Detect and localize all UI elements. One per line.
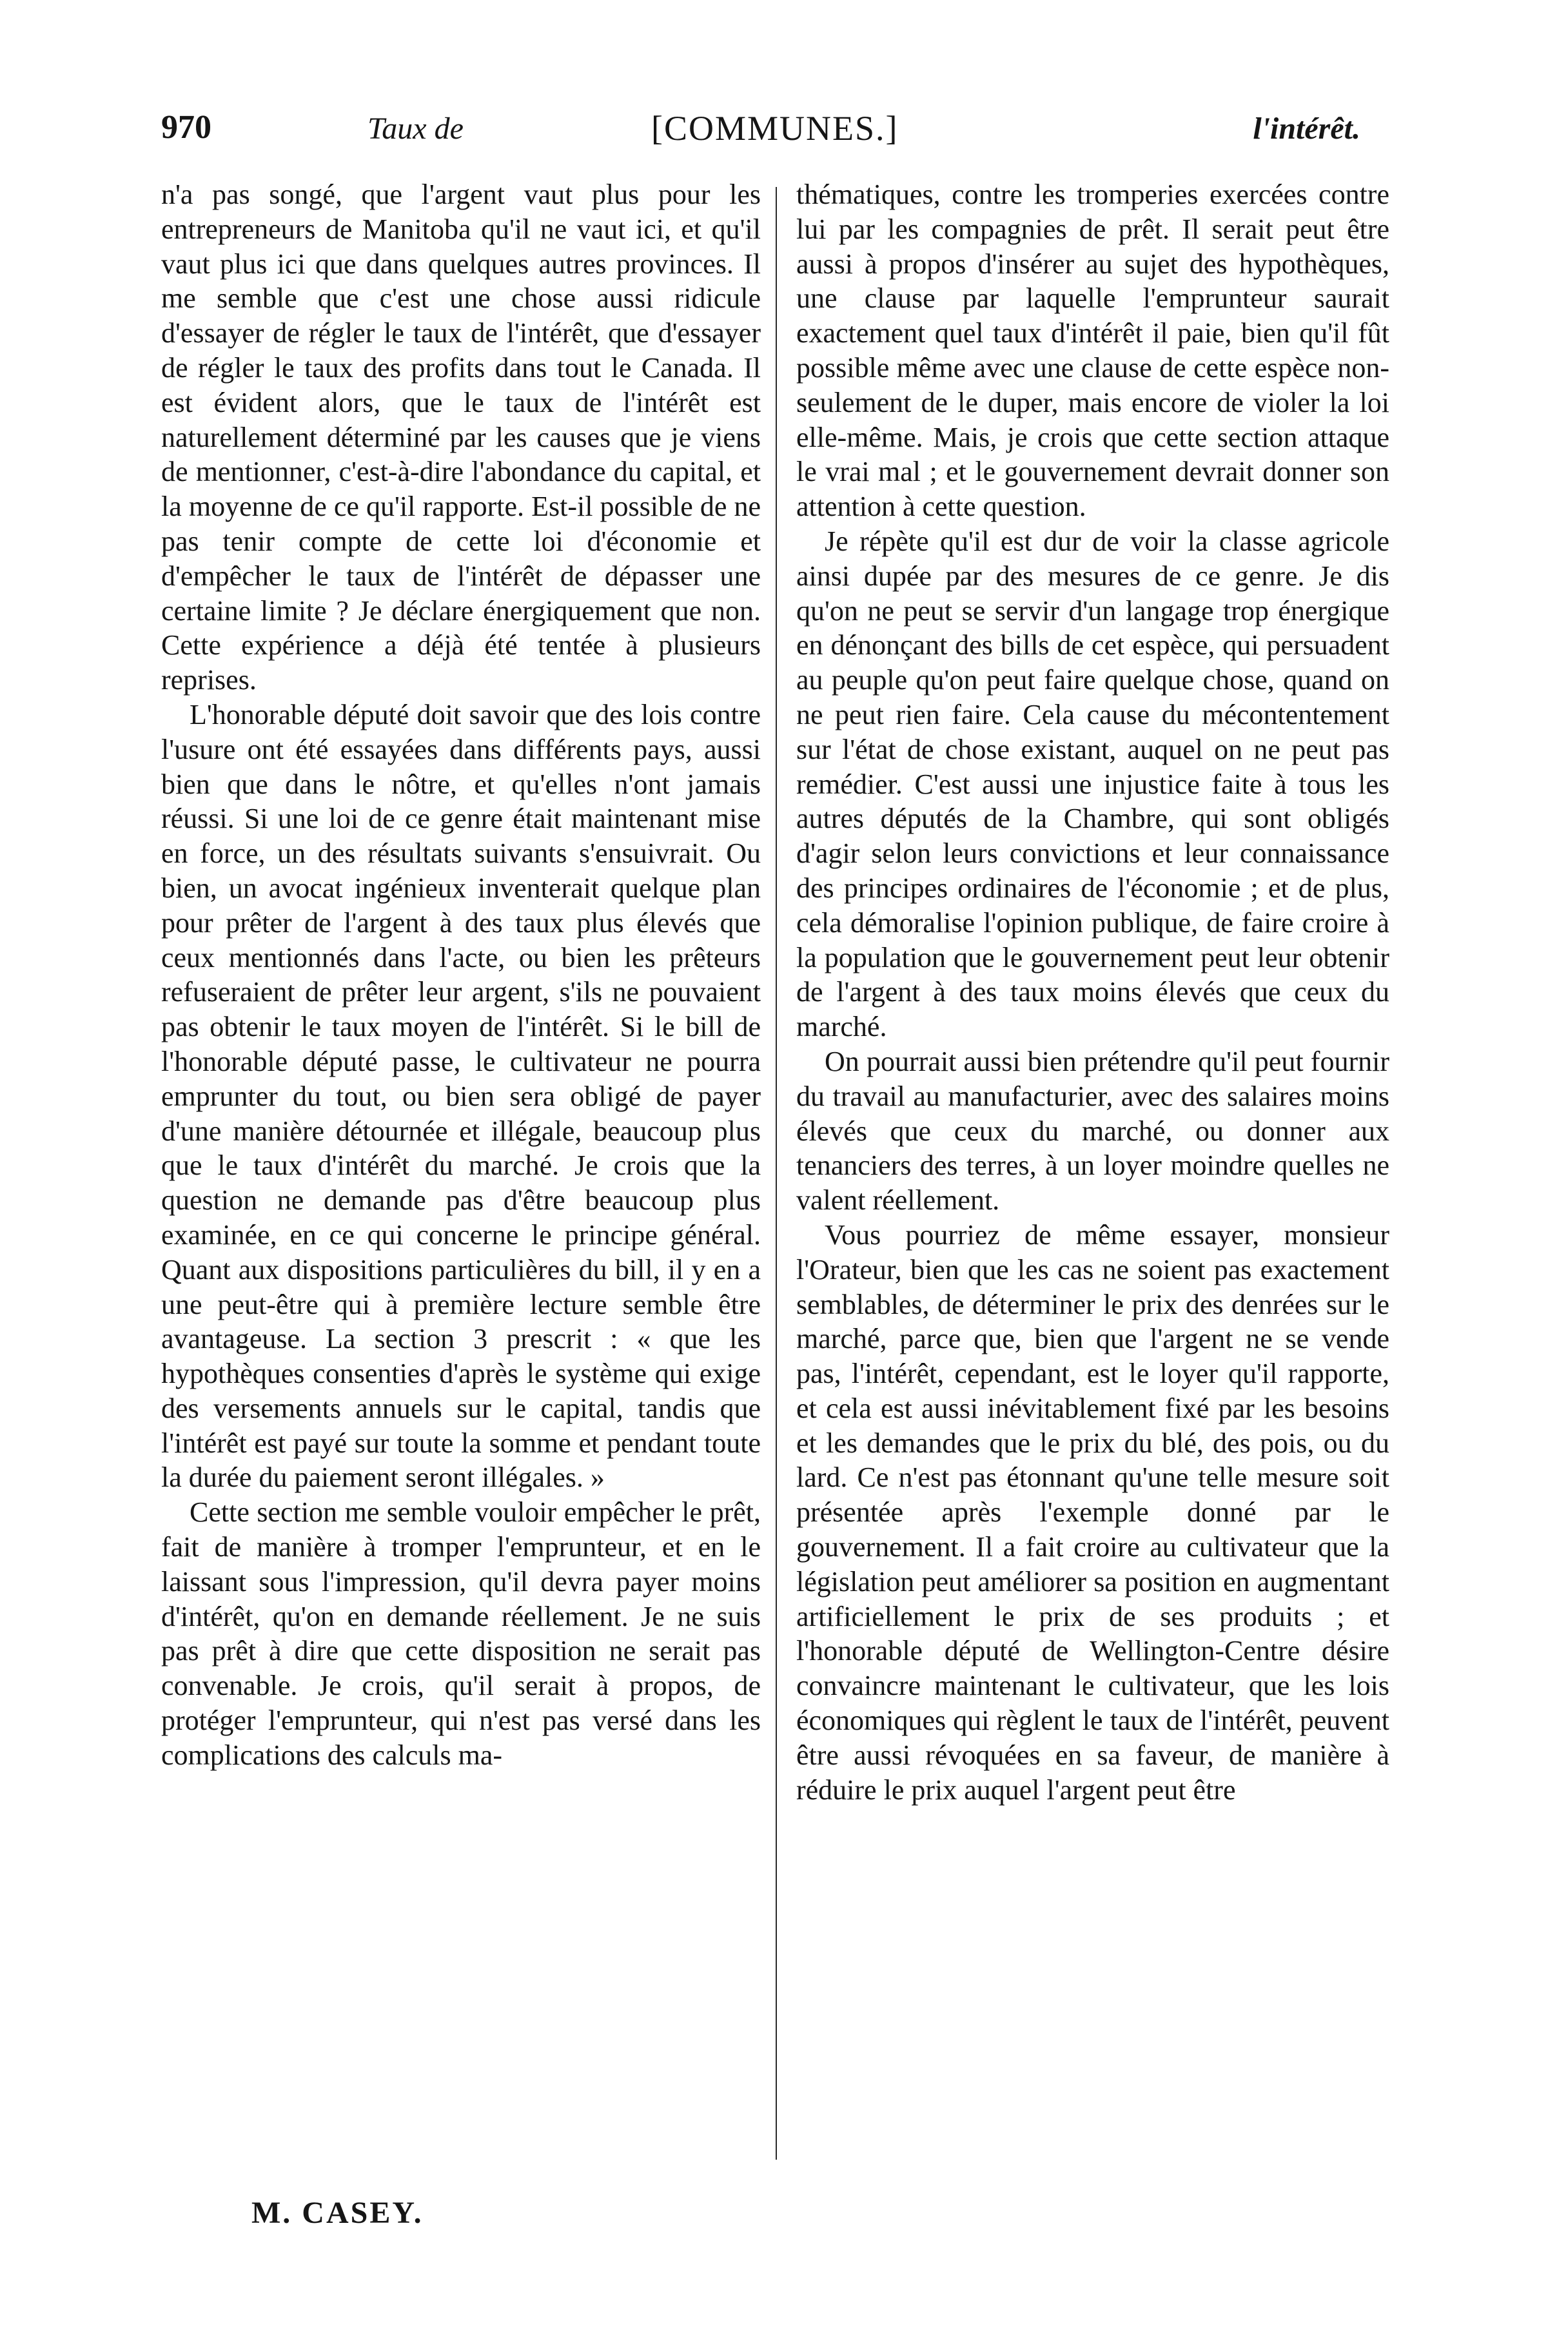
paragraph: Vous pourriez de même essayer, monsieur l'Orateur, bien que les cas ne soient pas exactement semblables, de déterminer le prix des denrées sur le marché, parce que, bien que l'argent ne se vende pas, l'intérêt, cependant, est le loyer qu'il rapporte, et cela est aussi inévitablement fixé par les besoins et les demandes que le prix du blé, des pois, ou du lard. Ce n'est pas étonnant qu'une telle mesure soit présentée après l'exemple donné par le gouvernement. Il a fait croire au cultivateur que la législation peut améliorer sa position en augmentant artificiellement le prix de ses produits ; et l'honorable député de Wellington-Centre désire convaincre maintenant le cultivateur, que les lois économiques qui règlent le taux de l'intérêt, peuvent être aussi révoquées en sa faveur, de manière à réduire le prix auquel l'argent peut être: [796, 1218, 1389, 1806]
paragraph: thématiques, contre les tromperies exercées contre lui par les compagnies de prêt. Il serait peut être aussi à propos d'insérer au sujet des hypothèques, une clause par laquelle l'emprunteur saurait exactement quel taux d'intérêt il paie, bien qu'il fût possible même avec une clause de cette espèce non-seulement de le duper, mais encore de violer la loi elle-même. Mais, je crois que cette section attaque le vrai mal ; et le gouvernement devrait donner son attention à cette question.: [796, 179, 1389, 523]
page-header: [161, 108, 1360, 166]
paragraph: On pourrait aussi bien prétendre qu'il peut fournir du travail au manufacturier, avec des salaires moins élevés que ceux du marché, ou donner aux tenanciers des terres, à un loyer moindre quelles ne valent réellement.: [796, 1045, 1389, 1217]
left-column: [161, 177, 761, 1773]
running-title-left: Taux de: [368, 112, 464, 146]
paragraph: Je répète qu'il est dur de voir la classe agricole ainsi dupée par des mesures de ce genre. Je dis qu'on ne peut se servir d'un langage trop énergique en dénonçant des bills de cet espèce, qui persuadent au peuple qu'on peut faire quelque chose, quand on ne peut rien faire. Cela cause du mécontentement sur l'état de chose existant, auquel on ne peut pas remédier. C'est aussi une injustice faite à tous les autres députés de la Chambre, qui sont obligés d'agir selon leurs convictions et leur connaissance des principes ordinaires de l'économie ; et de plus, cela démoralise l'opinion publique, de faire croire à la population que le gouvernement peut leur obtenir de l'argent à des taux moins élevés que ceux du marché.: [796, 525, 1389, 1043]
page-number: 970: [161, 109, 211, 146]
running-title-center: [COMMUNES.]: [651, 109, 899, 148]
running-title-right: l'intérêt.: [1253, 112, 1360, 146]
paragraph: Cette section me semble vouloir empêcher le prêt, fait de manière à tromper l'emprunteur, et en le laissant sous l'impression, qu'il devra payer moins d'intérêt, qu'on en demande réellement. Je ne suis pas prêt à dire que cette disposition ne serait pas convenable. Je crois, qu'il serait à propos, de protéger l'emprunteur, qui n'est pas versé dans les complications des calculs ma-: [161, 1496, 761, 1771]
right-column: [796, 177, 1389, 1807]
paragraph: L'honorable député doit savoir que des lois contre l'usure ont été essayées dans différents pays, aussi bien que dans le nôtre, et qu'elles n'ont jamais réussi. Si une loi de ce genre était maintenant mise en force, un des résultats suivants s'ensuivrait. Ou bien, un avocat ingénieux inventerait quelque plan pour prêter de l'argent à des taux plus élevés que ceux mentionnés dans l'acte, ou bien les prêteurs refuseraient de prêter leur argent, s'ils ne pouvaient pas obtenir le taux moyen de l'intérêt. Si le bill de l'honorable député passe, le cultivateur ne pourra emprunter du tout, ou bien sera obligé de payer d'une manière détournée et illégale, beaucoup plus que le taux d'intérêt du marché. Je crois que la question ne demande pas d'être beaucoup plus examinée, en ce qui concerne le principe général. Quant aux dispositions particulières du bill, il y en a une peut-être qui à première lecture semble être avantageuse. La section 3 prescrit : « que les hypothèques consenties d'après le système qui exige des versements annuels sur le capital, tandis que l'intérêt est payé sur toute la somme et pendant toute la durée du paiement seront illégales. »: [161, 698, 761, 1494]
paragraph: n'a pas songé, que l'argent vaut plus pour les entrepreneurs de Manitoba qu'il ne vaut ici, et qu'il vaut plus ici que dans quelques autres provinces. Il me semble que c'est une chose aussi ridicule d'essayer de régler le taux de l'intérêt, que d'essayer de régler le taux des profits dans tout le Canada. Il est évident alors, que le taux de l'intérêt est naturellement déterminé par les causes que je viens de mentionner, c'est-à-dire l'abondance du capital, et la moyenne de ce qu'il rapporte. Est-il possible de ne pas tenir compte de cette loi d'économie et d'empêcher le taux de l'intérêt de dépasser une certaine limite ? Je déclare énergiquement que non. Cette expérience a déjà été tentée à plusieurs reprises.: [161, 179, 761, 696]
text-columns: [161, 177, 1425, 2163]
speaker-name: M. CASEY.: [251, 2196, 424, 2230]
